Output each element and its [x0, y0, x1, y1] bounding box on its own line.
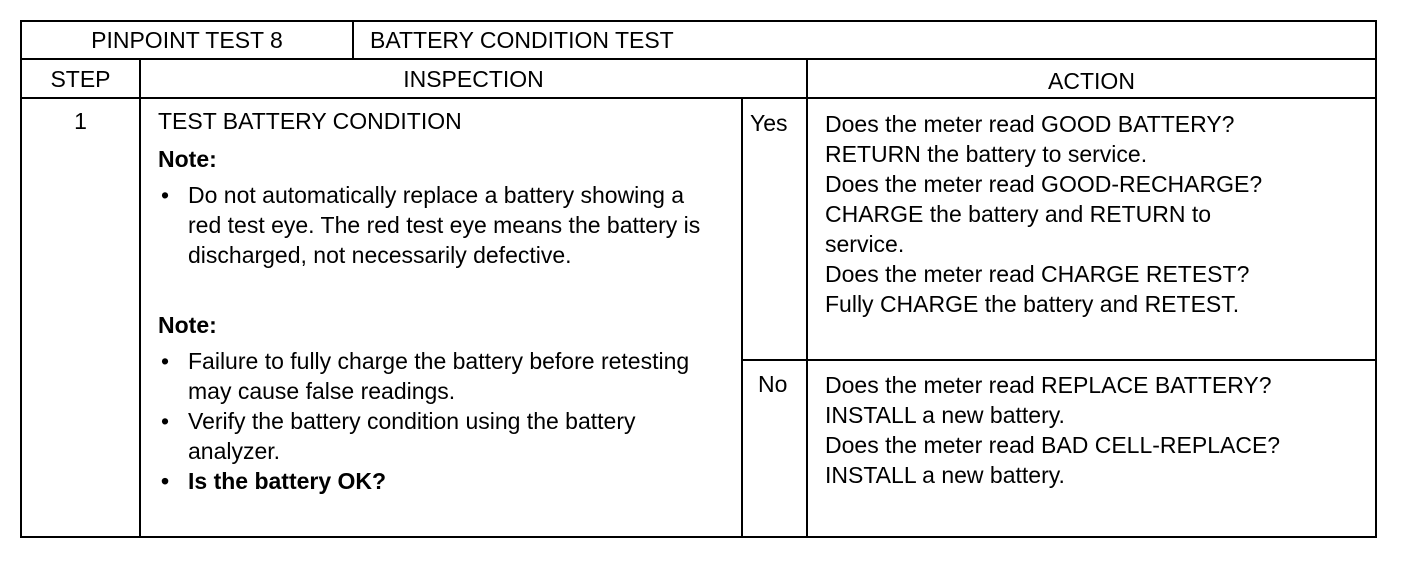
header-row-divider: [20, 58, 1377, 60]
step-number: 1: [74, 108, 87, 134]
action-column-header: ACTION: [1048, 68, 1135, 94]
action-line: service.: [825, 231, 905, 257]
test-id: PINPOINT TEST 8: [91, 27, 283, 53]
no-label: No: [758, 371, 788, 397]
yes-action-text: [825, 109, 1262, 319]
step-title: TEST BATTERY CONDITION: [158, 108, 462, 134]
answer-column-divider: [741, 97, 743, 538]
note-bullet: • Do not automatically replace a battery showing a red test eye. The red test eye means the battery is discharged, not necessarily defective.: [158, 180, 708, 270]
column-header-divider: [20, 97, 1377, 99]
action-line: Does the meter read GOOD-RECHARGE?: [825, 171, 1263, 197]
inspection-question: • Is the battery OK?: [158, 466, 733, 496]
note-bullet: • Verify the battery condition using the battery analyzer.: [158, 406, 733, 466]
note-bullet: • Failure to fully charge the battery before retesting may cause false readings.: [158, 346, 733, 406]
action-line: Does the meter read BAD CELL-REPLACE?: [825, 432, 1281, 458]
action-line: Does the meter read CHARGE RETEST?: [825, 261, 1250, 287]
step-column-divider: [139, 58, 141, 538]
inspection-column-header: INSPECTION: [403, 66, 544, 92]
action-line: CHARGE the battery and RETURN to: [825, 201, 1212, 227]
step-column-header: STEP: [50, 66, 111, 92]
note-label: Note:: [158, 146, 217, 172]
test-title: BATTERY CONDITION TEST: [370, 27, 674, 53]
note-label: Note:: [158, 312, 217, 338]
action-line: Fully CHARGE the battery and RETEST.: [825, 291, 1240, 317]
yes-no-divider: [741, 359, 1377, 361]
no-action-text: [825, 370, 1280, 490]
inspection-action-divider: [806, 58, 808, 538]
action-line: INSTALL a new battery.: [825, 462, 1065, 488]
action-line: RETURN the battery to service.: [825, 141, 1148, 167]
action-line: Does the meter read GOOD BATTERY?: [825, 111, 1235, 137]
action-line: Does the meter read REPLACE BATTERY?: [825, 372, 1272, 398]
action-line: INSTALL a new battery.: [825, 402, 1065, 428]
header-title-divider: [352, 20, 354, 59]
note-bullets: [158, 346, 733, 496]
note-bullets: [158, 180, 708, 270]
yes-label: Yes: [750, 110, 788, 136]
